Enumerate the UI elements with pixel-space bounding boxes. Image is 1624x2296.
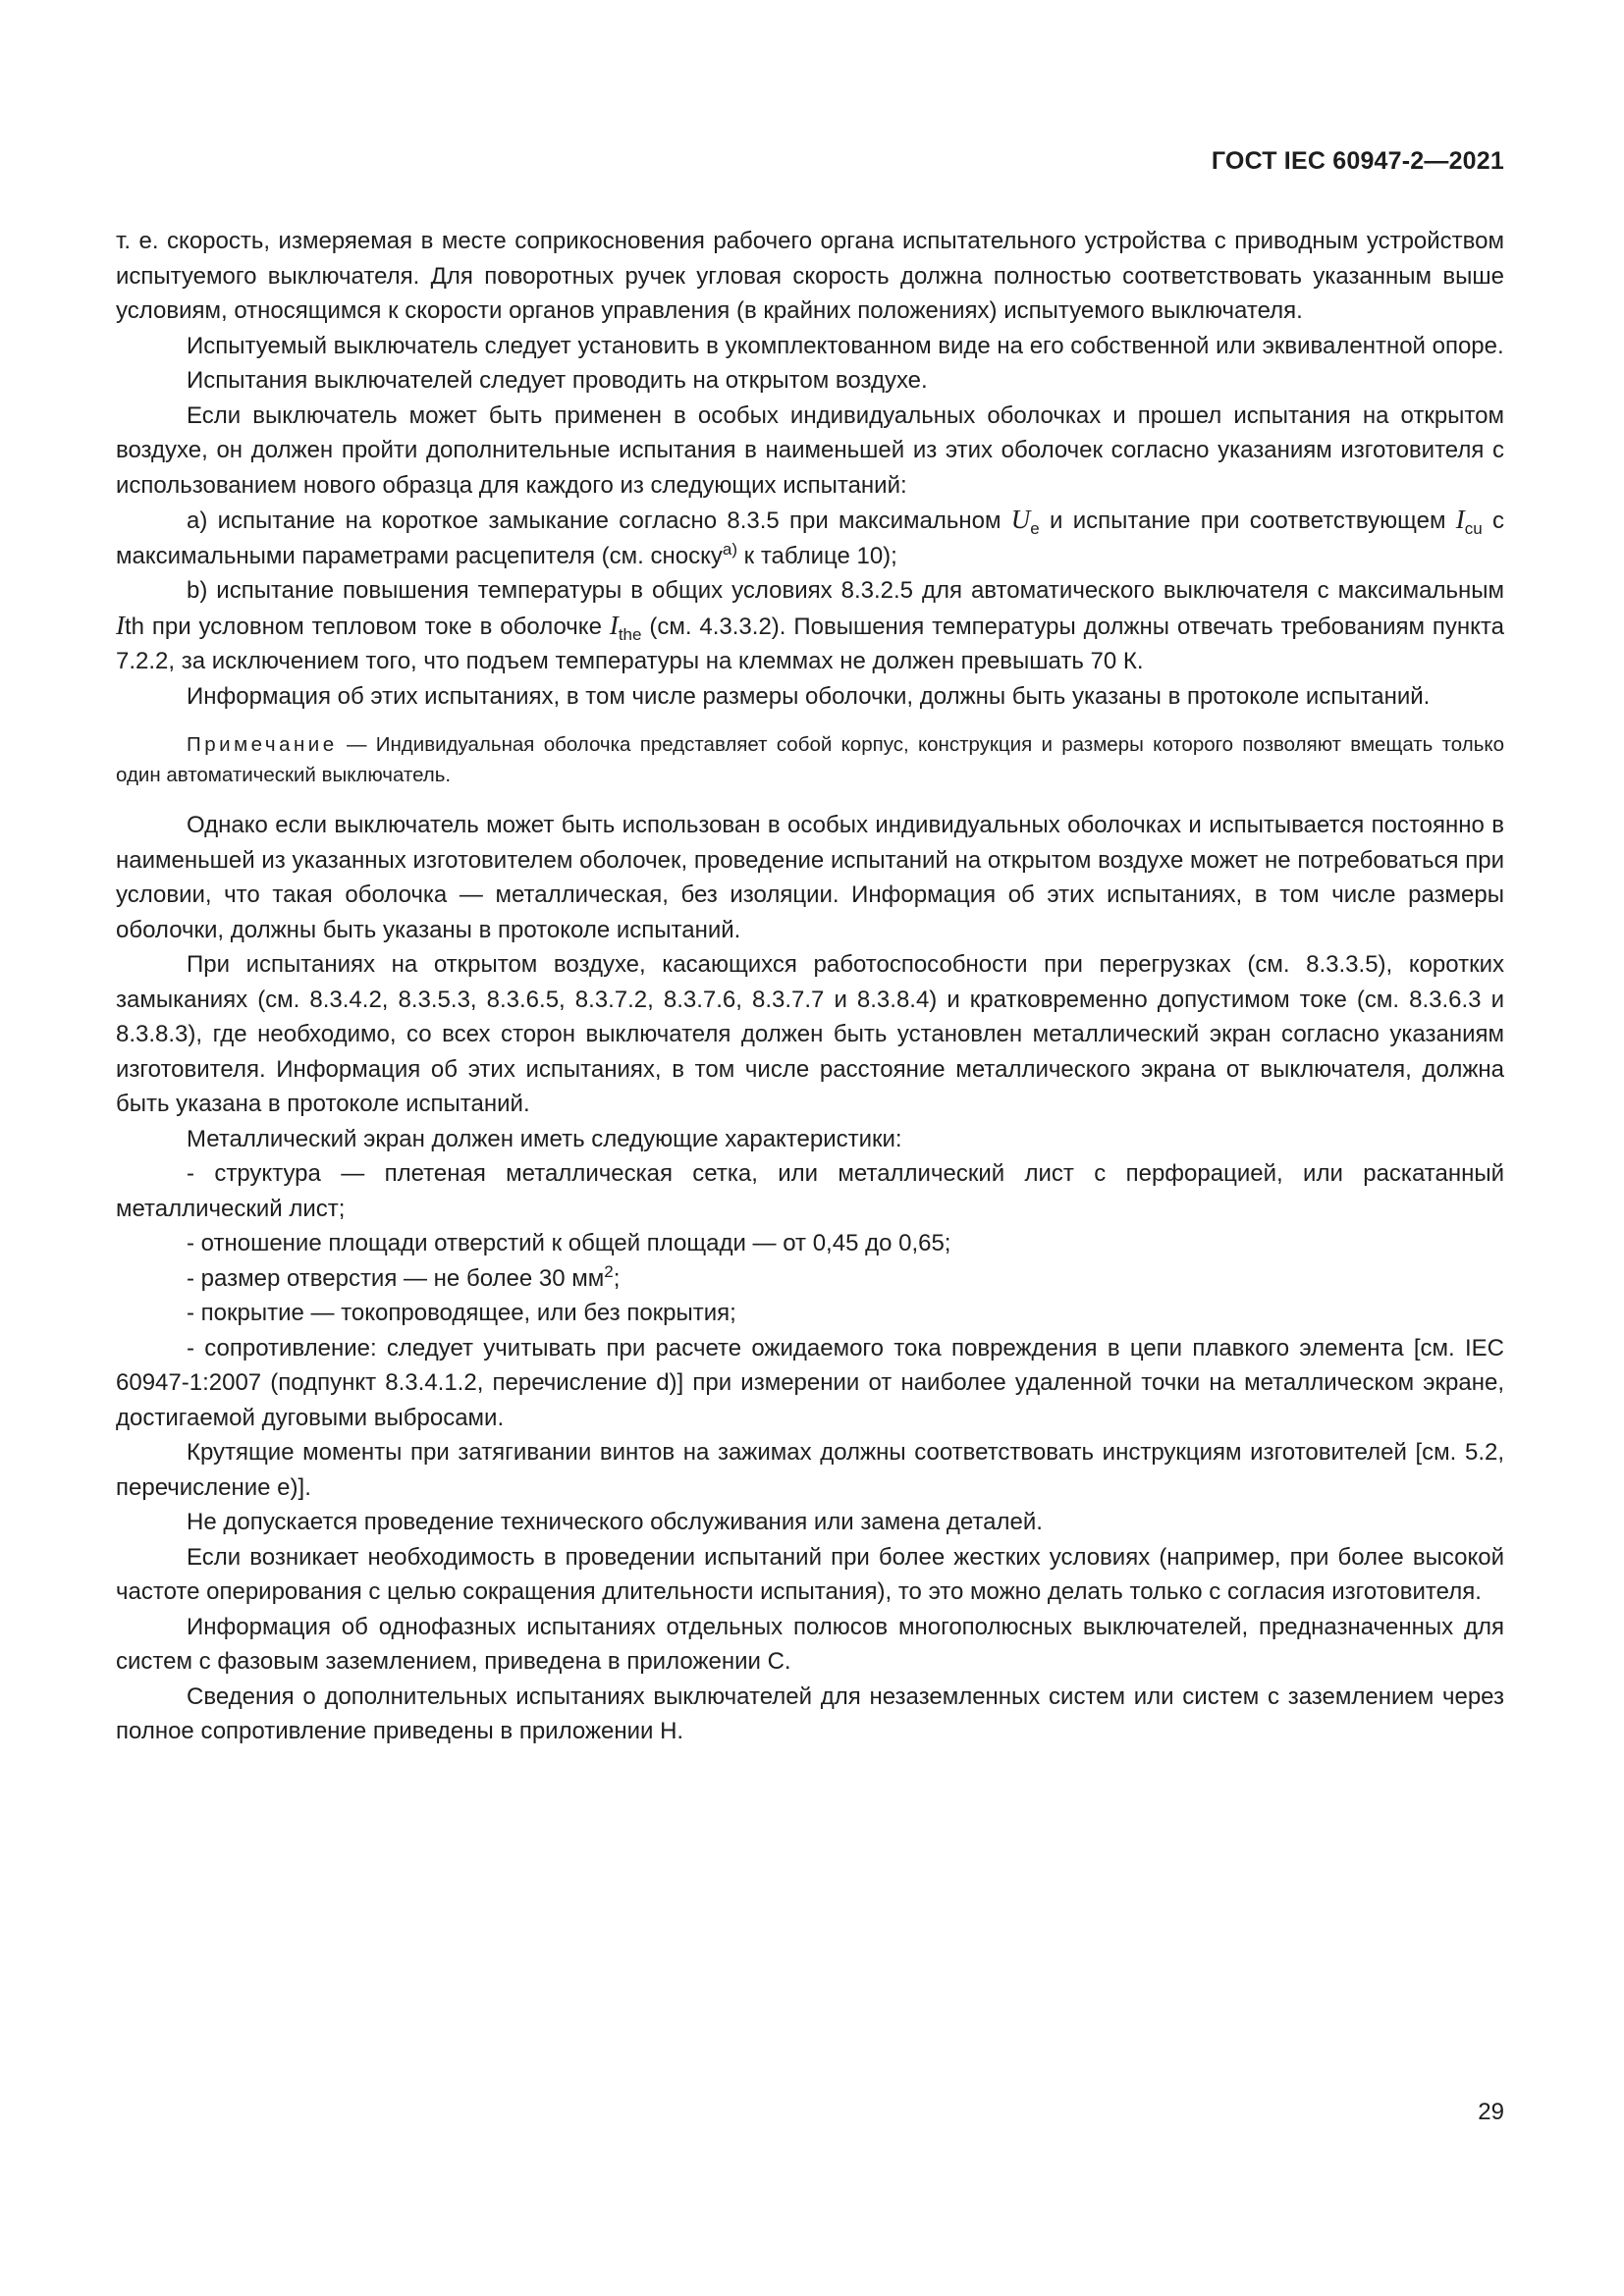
paragraph: Крутящие моменты при затягивании винтов на зажимах должны соответствовать инструкциям изготовителей [см. 5.2, перечисление e)]. <box>116 1439 1504 1501</box>
list-item-b <box>116 573 1504 679</box>
list-item-b-text: (см. 4.3.3.2). Повышения температуры должны отвечать требованиям пункта 7.2.2, за исключением того, что подъем температуры на клеммах не должен превышать 70 К. <box>116 613 1504 674</box>
note-block <box>116 729 1504 790</box>
paragraph: Информация об однофазных испытаниях отдельных полюсов многополюсных выключателей, предназначенных для систем с фазовым заземлением, приведена в приложении С. <box>116 1613 1504 1675</box>
list-item-a-text: a) испытание на короткое замыкание согласно 8.3.5 при максимальном <box>187 507 1011 534</box>
subscript: cu <box>1464 518 1483 538</box>
list-item-a-text: с максимальными параметрами расцепителя (см. сноску <box>116 507 1505 569</box>
symbol-u: U <box>1010 505 1031 534</box>
list-item-text: ; <box>613 1264 621 1292</box>
list-item-dash <box>116 1261 1504 1297</box>
paragraph: Испытуемый выключатель следует установить в укомплектованном виде на его собственной или эквивалентной опоре. <box>187 332 1504 359</box>
paragraph-continuation: т. е. скорость, измеряемая в месте соприкосновения рабочего органа испытательного устройства с приводным устройством испытуемого выключателя. Для поворотных ручек угловая скорость должна полностью соответствовать указанным выше условиям, относящимся к скорости органов управления (в крайних положениях) испытуемого выключателя. <box>116 228 1504 324</box>
footnote-ref: a) <box>722 539 737 559</box>
page-body <box>116 224 1504 1749</box>
list-item-a-text: к таблице 10); <box>737 542 897 569</box>
list-item-dash: - покрытие — токопроводящее, или без покрытия; <box>187 1300 736 1326</box>
paragraph: Металлический экран должен иметь следующие характеристики: <box>187 1125 902 1152</box>
note-text: — Индивидуальная оболочка представляет собой корпус, конструкция и размеры которого позволяют вмещать только один автоматический выключатель. <box>116 733 1504 786</box>
paragraph: Если возникает необходимость в проведении испытаний при более жестких условиях (например, при более высокой частоте оперирования с целью сокращения длительности испытания), то это можно делать только с согласия изготовителя. <box>116 1543 1504 1605</box>
list-item-a <box>116 503 1504 573</box>
list-item-b-text: b) испытание повышения температуры в общих условиях 8.3.2.5 для автоматического выключателя с максимальным <box>187 577 1504 604</box>
paragraph: Не допускается проведение технического обслуживания или замена деталей. <box>187 1509 1043 1535</box>
list-item-text: - размер отверстия — не более 30 мм <box>187 1264 605 1292</box>
list-item-dash: - структура — плетеная металлическая сетка, или металлический лист с перфорацией, или раскатанный металлический лист; <box>116 1160 1504 1222</box>
paragraph: Испытания выключателей следует проводить на открытом воздухе. <box>187 367 928 394</box>
list-item-dash: - сопротивление: следует учитывать при расчете ожидаемого тока повреждения в цепи плавкого элемента [см. IEC 60947-1:2007 (подпункт 8.3.4.1.2, перечисление d)] при измерении от наиболее удаленной точки на металлическом экране, достигаемой дуговыми выбросами. <box>116 1334 1504 1431</box>
subscript: e <box>1030 518 1040 538</box>
document-code-header: ГОСТ IEC 60947-2—2021 <box>1211 147 1504 175</box>
symbol-i: I <box>609 610 619 640</box>
list-item-b-text: th при условном тепловом токе в оболочке <box>125 613 610 640</box>
note-label: Примечание <box>187 733 338 756</box>
paragraph: Если выключатель может быть применен в особых индивидуальных оболочках и прошел испытания на открытом воздухе, он должен пройти дополнительные испытания в наименьшей из этих оболочек согласно указаниям изготовителя с использованием нового образца для каждого из следующих испытаний: <box>116 401 1504 499</box>
paragraph: При испытаниях на открытом воздухе, касающихся работоспособности при перегрузках (см. 8.3.3.5), коротких замыканиях (см. 8.3.4.2, 8.3.5.3, 8.3.6.5, 8.3.7.2, 8.3.7.6, 8.3.7.7 и 8.3.8.4) и кратковременно допустимом токе (см. 8.3.6.3 и 8.3.8.3), где необходимо, со всех сторон выключателя должен быть установлен металлический экран согласно указаниям изготовителя. Информация об этих испытаниях, в том числе расстояние металлического экрана от выключателя, должна быть указана в протоколе испытаний. <box>116 951 1504 1117</box>
paragraph: Информация об этих испытаниях, в том числе размеры оболочки, должны быть указаны в протоколе испытаний. <box>187 682 1431 710</box>
paragraph: Сведения о дополнительных испытаниях выключателей для незаземленных систем или систем с заземлением через полное сопротивление приведены в приложении Н. <box>116 1682 1504 1744</box>
symbol-i: I <box>116 610 125 640</box>
page-number: 29 <box>1478 2099 1504 2125</box>
symbol-i: I <box>1455 505 1465 534</box>
superscript: 2 <box>604 1261 614 1281</box>
paragraph: Однако если выключатель может быть использован в особых индивидуальных оболочках и испытывается постоянно в наименьшей из указанных изготовителем оболочек, проведение испытаний на открытом воздухе может не потребоваться при условии, что такая оболочка — металлическая, без изоляции. Информация об этих испытаниях, в том числе размеры оболочки, должны быть указаны в протоколе испытаний. <box>116 812 1504 943</box>
subscript: the <box>618 624 642 644</box>
list-item-a-text: и испытание при соответствующем <box>1039 507 1456 534</box>
list-item-dash: - отношение площади отверстий к общей площади — от 0,45 до 0,65; <box>187 1230 951 1256</box>
